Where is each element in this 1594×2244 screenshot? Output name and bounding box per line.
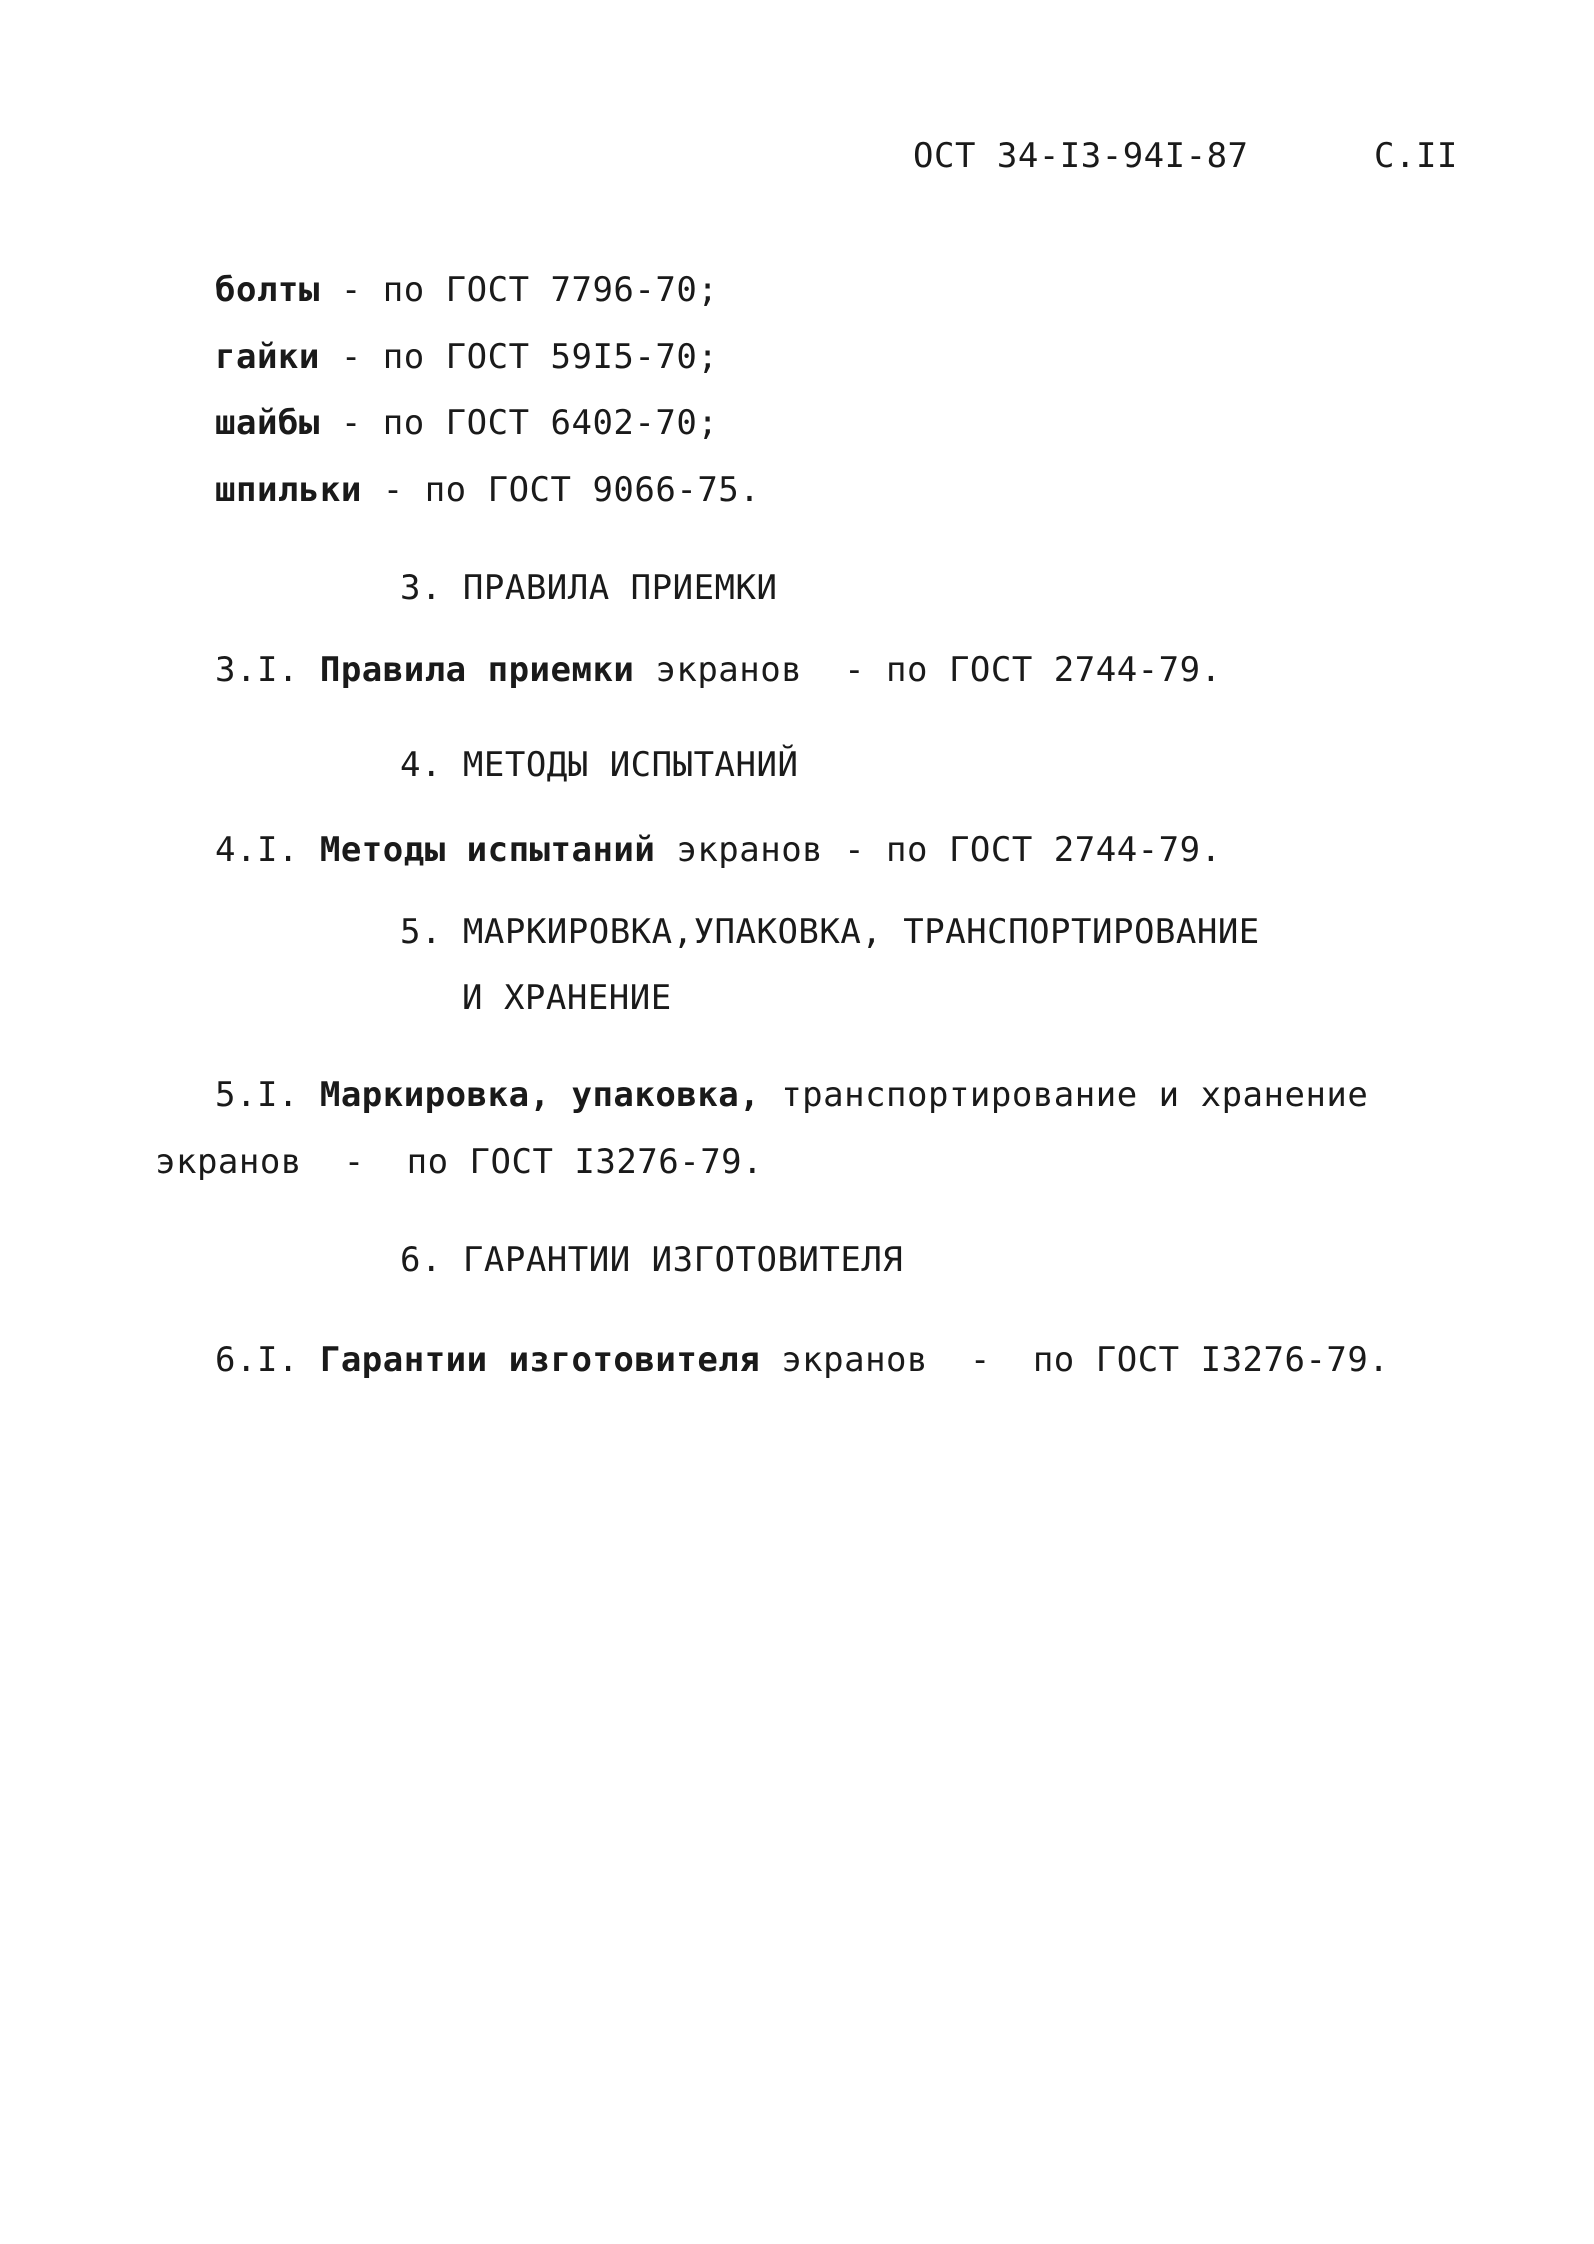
section-heading-acceptance: 3. ПРАВИЛА ПРИЕМКИ bbox=[400, 568, 778, 608]
fastener-term: шпильки bbox=[215, 470, 362, 510]
section-heading-test-methods: 4. МЕТОДЫ ИСПЫТАНИЙ bbox=[400, 745, 799, 785]
clause-number: 3.I. bbox=[215, 650, 320, 690]
clause-4-1 bbox=[215, 830, 1222, 870]
fastener-standard: - по ГОСТ 9066-75. bbox=[361, 470, 761, 510]
fastener-line-studs bbox=[215, 470, 760, 510]
clause-term: Методы испытаний bbox=[319, 830, 656, 870]
fastener-standard: - по ГОСТ 7796-70; bbox=[319, 270, 719, 310]
fastener-line-washers bbox=[215, 403, 718, 443]
clause-number: 6.I. bbox=[215, 1340, 320, 1380]
clause-term: Гарантии изготовителя bbox=[319, 1340, 761, 1380]
section-heading-marking-line2: И ХРАНЕНИЕ bbox=[462, 978, 672, 1018]
fastener-term: шайбы bbox=[215, 403, 320, 443]
clause-number: 4.I. bbox=[215, 830, 320, 870]
clause-6-1 bbox=[215, 1340, 1389, 1380]
clause-term: Маркировка, упаковка, bbox=[319, 1075, 761, 1115]
section-heading-marking-line1: 5. МАРКИРОВКА,УПАКОВКА, ТРАНСПОРТИРОВАНИЕ bbox=[400, 912, 1260, 952]
clause-text: экранов - по ГОСТ 2744-79. bbox=[655, 830, 1222, 870]
fastener-term: гайки bbox=[215, 337, 320, 377]
page-number: С.II bbox=[1374, 136, 1458, 176]
clause-text: экранов - по ГОСТ 2744-79. bbox=[634, 650, 1222, 690]
document-code: ОСТ 34-I3-94I-87 bbox=[913, 136, 1249, 176]
clause-text: транспортирование и хранение bbox=[760, 1075, 1369, 1115]
fastener-line-nuts bbox=[215, 337, 718, 377]
fastener-line-bolts bbox=[215, 270, 718, 310]
clause-5-1-line1 bbox=[215, 1075, 1368, 1115]
clause-text: экранов - по ГОСТ I3276-79. bbox=[760, 1340, 1390, 1380]
clause-5-1-line2: экранов - по ГОСТ I3276-79. bbox=[155, 1142, 764, 1182]
fastener-standard: - по ГОСТ 6402-70; bbox=[319, 403, 719, 443]
clause-3-1 bbox=[215, 650, 1222, 690]
clause-number: 5.I. bbox=[215, 1075, 320, 1115]
section-heading-warranty: 6. ГАРАНТИИ ИЗГОТОВИТЕЛЯ bbox=[400, 1240, 904, 1280]
fastener-standard: - по ГОСТ 59I5-70; bbox=[319, 337, 719, 377]
clause-term: Правила приемки bbox=[319, 650, 635, 690]
fastener-term: болты bbox=[215, 270, 320, 310]
